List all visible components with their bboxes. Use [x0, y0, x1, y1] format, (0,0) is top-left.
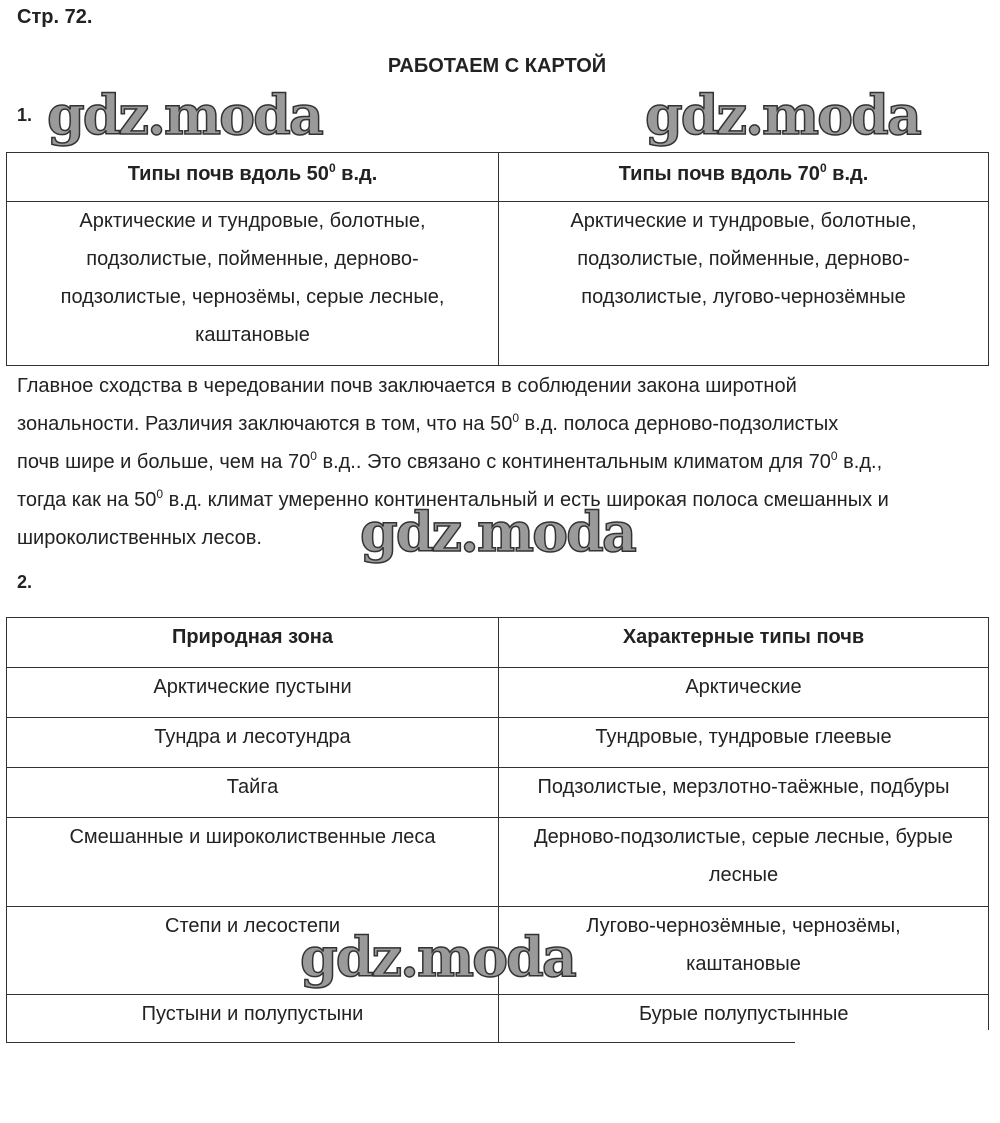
text-segment: зональности. Различия заключаются в том, что на 50	[17, 413, 513, 435]
soil-cell	[499, 995, 989, 1043]
watermark: gdz.moda	[300, 925, 575, 989]
table-row	[7, 768, 989, 818]
watermark: gdz.moda	[645, 83, 920, 147]
soil-cell	[499, 718, 989, 768]
table-row	[7, 995, 989, 1043]
cell-line: Тундровые, тундровые глеевые	[595, 726, 892, 748]
header-70	[499, 153, 989, 202]
cell-line: Подзолистые, мерзлотно-таёжные, подбуры	[537, 776, 950, 798]
cell-line: каштановые	[686, 953, 801, 975]
cell-line: Степи и лесостепи	[165, 915, 340, 937]
zone-cell	[7, 668, 499, 718]
watermark: gdz.moda	[360, 500, 635, 564]
degree-sup: 0	[819, 161, 827, 175]
cell-line: Смешанные и широколиственные леса	[69, 826, 436, 848]
header-text: в.д.	[826, 163, 869, 185]
header-text: Типы почв вдоль 70	[618, 163, 820, 185]
table-bottom-border	[6, 1042, 795, 1043]
zone-cell	[7, 818, 499, 907]
page-label: Стр. 72.	[17, 6, 93, 28]
paragraph-line	[17, 367, 997, 405]
header-50	[7, 153, 499, 202]
degree-sup: 0	[310, 449, 317, 463]
table-right-border	[988, 994, 989, 1030]
degree-sup: 0	[830, 449, 838, 463]
cell-line: Тундра и лесотундра	[154, 726, 351, 748]
cell-70	[499, 202, 989, 366]
soil-types-table	[6, 152, 989, 366]
soil-cell	[499, 768, 989, 818]
cell-line: подзолистые, пойменные, дерново-	[577, 248, 910, 270]
watermark: gdz.moda	[47, 83, 322, 147]
cell-line: Арктические	[685, 676, 802, 698]
text-segment: широколиственных лесов.	[17, 527, 262, 549]
degree-sup: 0	[156, 487, 164, 501]
cell-line: Лугово-чернозёмные, чернозёмы,	[586, 915, 901, 937]
text-segment: в.д. климат умеренно континентальный и есть широкая полоса смешанных и	[163, 489, 889, 511]
header-text: Типы почв вдоль 50	[127, 163, 329, 185]
cell-line: каштановые	[195, 324, 310, 346]
text-segment: в.д.,	[837, 451, 883, 473]
cell-line: подзолистые, чернозёмы, серые лесные,	[60, 286, 445, 308]
table-row	[7, 818, 989, 907]
header-zone: Природная зона	[7, 618, 499, 668]
zone-cell	[7, 718, 499, 768]
cell-50	[7, 202, 499, 366]
zone-cell	[7, 995, 499, 1043]
header-text: в.д.	[335, 163, 378, 185]
cell-line: Пустыни и полупустыни	[141, 1003, 364, 1025]
task-1-number: 1.	[17, 105, 33, 125]
task-2-number: 2.	[17, 572, 33, 592]
degree-sup: 0	[328, 161, 336, 175]
cell-line: подзолистые, пойменные, дерново-	[86, 248, 419, 270]
cell-line: Тайга	[226, 776, 279, 798]
text-segment: в.д. полоса дерново-подзолистых	[519, 413, 839, 435]
paragraph-line	[17, 405, 997, 443]
cell-line: Арктические пустыни	[153, 676, 352, 698]
cell-line: лесные	[708, 864, 779, 886]
text-segment: тогда как на 50	[17, 489, 157, 511]
text-segment: почв шире и больше, чем на 70	[17, 451, 311, 473]
table-row	[7, 718, 989, 768]
degree-sup: 0	[512, 411, 519, 425]
cell-line: Арктические и тундровые, болотные,	[570, 210, 917, 232]
paragraph-line	[17, 443, 997, 481]
table-row	[7, 668, 989, 718]
soil-cell	[499, 668, 989, 718]
cell-line: Арктические и тундровые, болотные,	[79, 210, 426, 232]
text-segment: в.д.. Это связано с континентальным климатом для 70	[316, 451, 831, 473]
zone-cell	[7, 768, 499, 818]
cell-line: Бурые полупустынные	[638, 1003, 849, 1025]
cell-line: Дерново-подзолистые, серые лесные, бурые	[534, 826, 953, 848]
cell-line: подзолистые, лугово-чернозёмные	[581, 286, 906, 308]
page-title: РАБОТАЕМ С КАРТОЙ	[387, 55, 607, 77]
header-soils: Характерные типы почв	[499, 618, 989, 668]
text-segment: Главное сходства в чередовании почв заключается в соблюдении закона широтной	[17, 375, 797, 397]
soil-cell	[499, 818, 989, 907]
